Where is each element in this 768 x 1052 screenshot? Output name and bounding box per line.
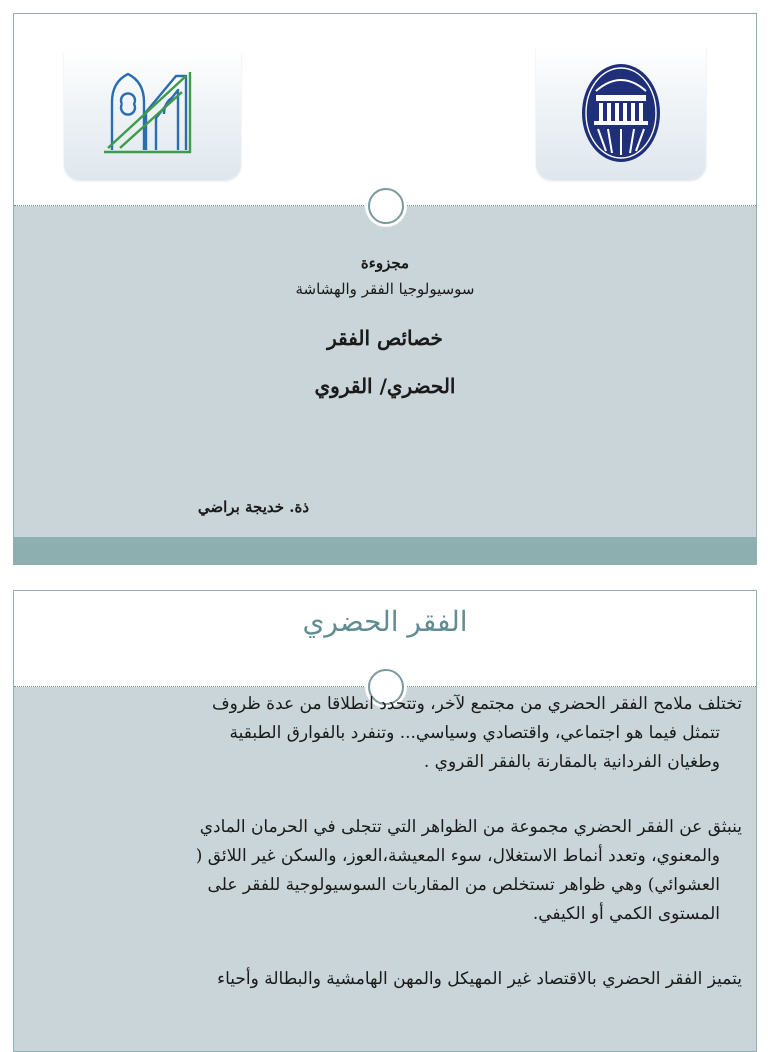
main-title-line-1: خصائص الفقر (327, 326, 443, 350)
slide-title: الفقر الحضري (302, 605, 468, 638)
paragraph-line: المستوى الكمي أو الكيفي. (532, 904, 720, 924)
divider-circle (368, 188, 404, 224)
faculty-arch-logo (64, 52, 241, 180)
paragraph-line: والمعنوي، وتعدد أنماط الاستغلال، سوء المعيشة،العوز، والسكن غير اللائق ( (195, 846, 720, 866)
content-slide (13, 590, 757, 1052)
author-name: ذة. خديجة براضي (197, 498, 309, 516)
course-title: سوسيولوجيا الفقر والهشاشة (295, 280, 475, 298)
footer-band (14, 537, 756, 564)
paragraph-line: وطغيان الفردانية بالمقارنة بالفقر القروي . (423, 752, 720, 772)
slide-header-area (14, 14, 756, 205)
paragraph-1 (28, 690, 742, 777)
paragraph-line: العشوائي) وهي ظواهر تستخلص من المقاربات السوسيولوجية للفقر على (207, 875, 720, 895)
main-title-line-2: الحضري/ القروي (314, 374, 456, 398)
paragraph-3 (28, 965, 742, 994)
university-emblem-logo (536, 47, 706, 180)
paragraph-2 (28, 813, 742, 929)
paragraph-line: يتميز الفقر الحضري بالاقتصاد غير المهيكل والمهن الهامشية والبطالة وأحياء (217, 969, 742, 989)
title-slide (13, 13, 757, 565)
paragraph-line: تختلف ملامح الفقر الحضري من مجتمع لآخر، وتتحدد انطلاقا من عدة ظروف (212, 694, 742, 714)
paragraph-line: ينبثق عن الفقر الحضري مجموعة من الظواهر التي تتجلى في الحرمان المادي (199, 817, 742, 837)
module-label: مجزوءة (360, 254, 410, 272)
paragraph-line: تتمثل فيما هو اجتماعي، واقتصادي وسياسي... وتنفرد بالفوارق الطبقية (229, 723, 720, 743)
